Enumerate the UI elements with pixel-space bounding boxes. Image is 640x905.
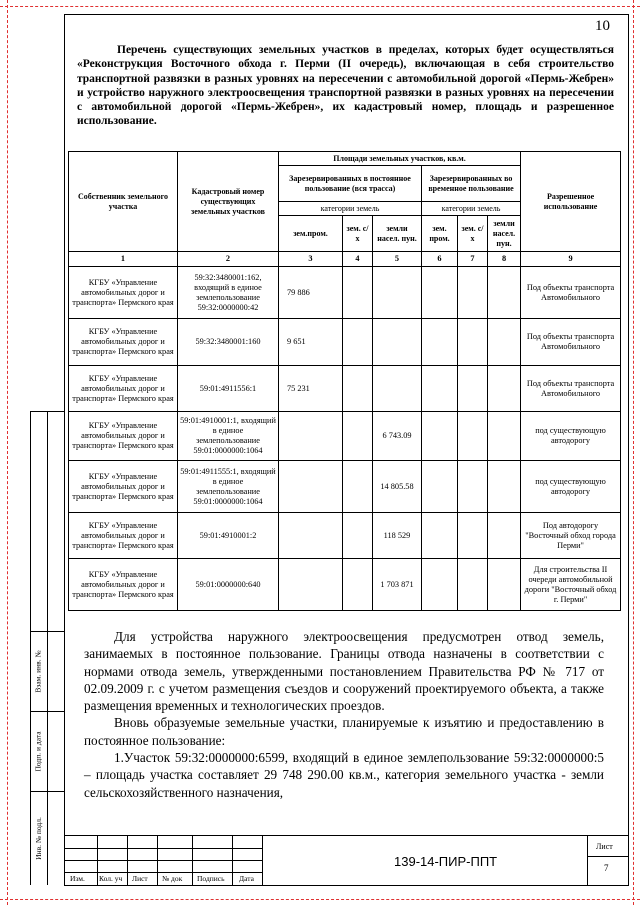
sheet-label: Лист <box>596 842 613 851</box>
header-sub: земли насел. пун. <box>373 216 422 252</box>
header-sub: зем. с/х <box>343 216 373 252</box>
header-sub: зем. с/х <box>458 216 488 252</box>
header-sub: зем. пром. <box>422 216 458 252</box>
body-text <box>84 628 604 801</box>
cut-line-top <box>0 6 640 7</box>
header-permanent: Зарезервированных в постоянное пользование (вся трасса) <box>279 166 422 202</box>
header-category-permanent: категории земель <box>279 202 422 216</box>
header-temporary: Зарезервированных во временное пользование <box>422 166 521 202</box>
header-usage: Разрешенное использование <box>521 152 621 252</box>
side-label-replaced-inv: Взам. инв. № <box>34 649 44 693</box>
table-row: КГБУ «Управление автомобильных дорог и транспорта» Пермского края 59:01:4910001:1, входящий в единое землепользование 59:01:0000000:1064 6 743.09 под существующую автодорогу <box>69 412 621 461</box>
paragraph: 1.Участок 59:32:0000000:6599, входящий в единое землепользование 59:32:0000000:5 – площадь участка составляет 29 748 290.00 кв.м., категория земельного участка - земли сельскохозяйственного назначения, <box>84 750 604 800</box>
document-title: Перечень существующих земельных участков в пределах, которых будет осуществляться «Реконструкция Восточного обхода г. Перми (II очередь), включающая в себя строительство транспортной развязки в разных уровнях на пересечении с автомобильной дорогой «Пермь-Жебрен» и устройство наружного электроосвещения транспортной развязки в разных уровнях на пересечении с автомобильной дорогой «Пермь-Жебрен», их кадастровый номер, площадь и разрешенное использование. <box>77 44 614 128</box>
table-row: КГБУ «Управление автомобильных дорог и транспорта» Пермского края 59:01:4911555:1, входящий в единое землепользование 59:01:0000000:1064 14 805.58 под существующую автодорогу <box>69 461 621 513</box>
table-row: КГБУ «Управление автомобильных дорог и транспорта» Пермского края 59:01:4910001:2 118 529 Под автодорогу "Восточный обход города Перми" <box>69 513 621 559</box>
title-block <box>64 835 629 885</box>
header-areas: Площади земельных участков, кв.м. <box>279 152 521 166</box>
paragraph: Вновь образуемые земельные участки, планируемые к изъятию и предоставлению в постоянное пользование: <box>84 715 604 748</box>
table-row: КГБУ «Управление автомобильных дорог и транспорта» Пермского края 59:01:4911556:1 75 231 Под объекты транспорта Автомобильного <box>69 366 621 412</box>
stamp-label: Дата <box>239 874 254 883</box>
stamp-label: Подпись <box>197 874 225 883</box>
document-code: 139-14-ПИР-ППТ <box>394 854 498 869</box>
header-owner: Собственник земельного участка <box>69 152 178 252</box>
header-cadastral: Кадастровый номер существующих земельных участков <box>178 152 279 252</box>
cut-line-left <box>7 0 8 905</box>
stamp-label: № док <box>162 874 183 883</box>
land-plots-table <box>68 151 621 611</box>
page-number: 10 <box>595 18 610 34</box>
header-category-temporary: категории земель <box>422 202 521 216</box>
paragraph: Для устройства наружного электроосвещения предусмотрен отвод земель, занимаемых в постоянное пользование. Границы отвода назначены в соответствии с нормами отвода земель, утвержденными постановлением Правительства РФ № 717 от 02.09.2009 г. с учетом размещения съездов и сооружений проектируемого объекта, а также размещения временных и технологических проездов. <box>84 629 604 714</box>
stamp-label: Кол. уч <box>99 874 123 883</box>
cut-line-right <box>633 0 634 905</box>
column-number-row: 1 2 3 4 5 6 7 8 9 <box>69 252 621 267</box>
side-label-sign-date: Подп. и дата <box>34 730 44 772</box>
stamp-label: Лист <box>132 874 148 883</box>
side-label-inv-original: Инв. № подл. <box>34 816 44 860</box>
table-row: КГБУ «Управление автомобильных дорог и транспорта» Пермского края 59:32:3480001:162, входящий в единое землепользование 59:32:0000000:42 79 886 Под объекты транспорта Автомобильного <box>69 267 621 319</box>
sheet-number: 7 <box>604 863 609 873</box>
table-row: КГБУ «Управление автомобильных дорог и транспорта» Пермского края 59:01:0000000:640 1 703 871 Для строительства II очереди автомобильной дороги "Восточный обход г. Перми" <box>69 559 621 611</box>
header-sub: земли насел. пун. <box>488 216 521 252</box>
cut-line-bottom <box>0 899 640 900</box>
header-sub: зем.пром. <box>279 216 343 252</box>
stamp-label: Изм. <box>70 874 85 883</box>
table-row: КГБУ «Управление автомобильных дорог и транспорта» Пермского края 59:32:3480001:160 9 651 Под объекты транспорта Автомобильного <box>69 319 621 366</box>
